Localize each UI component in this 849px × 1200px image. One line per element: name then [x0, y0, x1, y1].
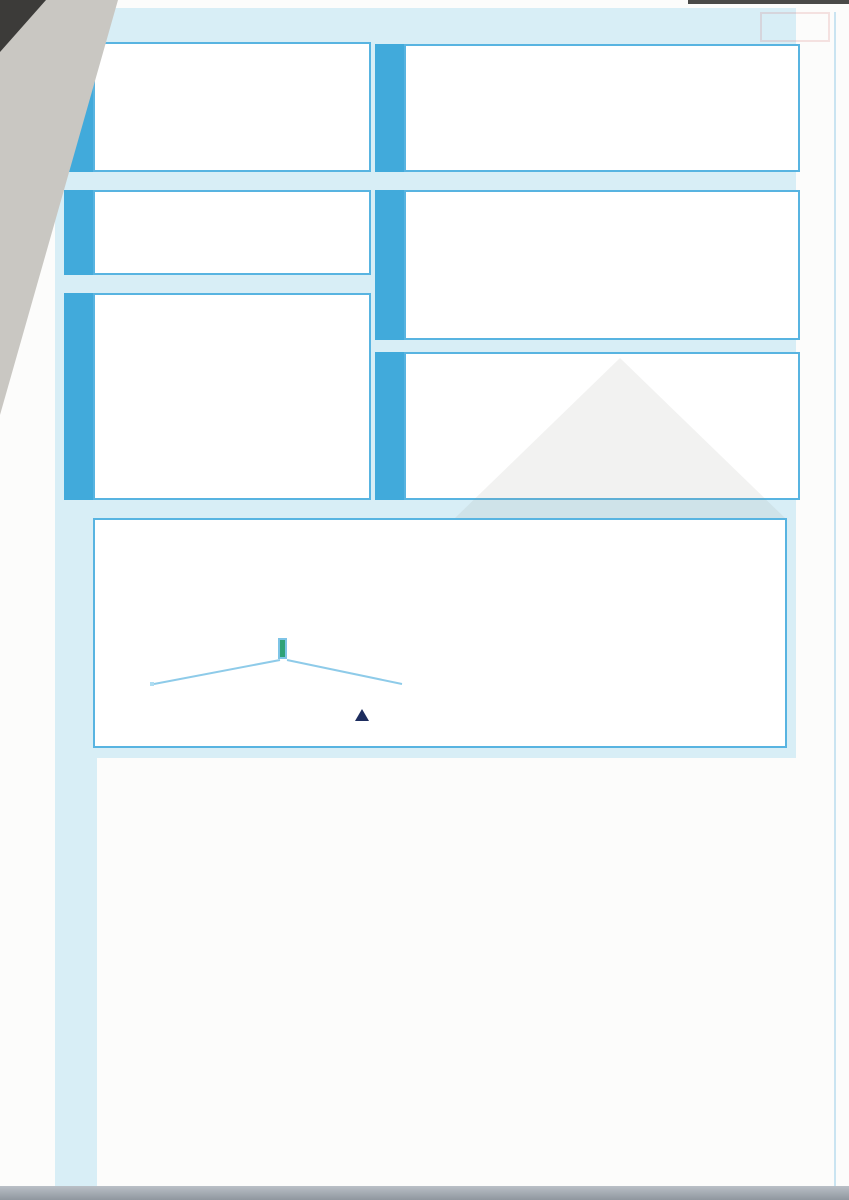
scan-edge-top [688, 0, 849, 4]
scan-fold-line [834, 12, 836, 1188]
scale-zoom-connectors [95, 520, 789, 750]
energie-table [95, 44, 369, 52]
tab-dojezd [64, 190, 93, 275]
bms-header-row [406, 192, 798, 214]
tab-bms [375, 190, 404, 340]
tab-diagram [64, 518, 93, 748]
tab-senzory [375, 44, 404, 172]
dojezd-table [95, 192, 369, 198]
scan-edge-bottom [0, 1186, 849, 1200]
tab-mereni [375, 352, 404, 500]
section-diagram [93, 518, 787, 748]
section-senzory [404, 44, 800, 172]
section-dojezd [93, 190, 371, 275]
ink-bleed-ghost [760, 12, 830, 42]
section-mereni [404, 352, 800, 500]
average-marker-icon [355, 709, 369, 721]
section-bms [404, 190, 800, 340]
tab-protokol [64, 293, 93, 500]
scale-highlight-segment [278, 638, 287, 659]
section-energie [93, 42, 371, 172]
section-protokol [93, 293, 371, 500]
mereni-header-row [406, 354, 798, 376]
